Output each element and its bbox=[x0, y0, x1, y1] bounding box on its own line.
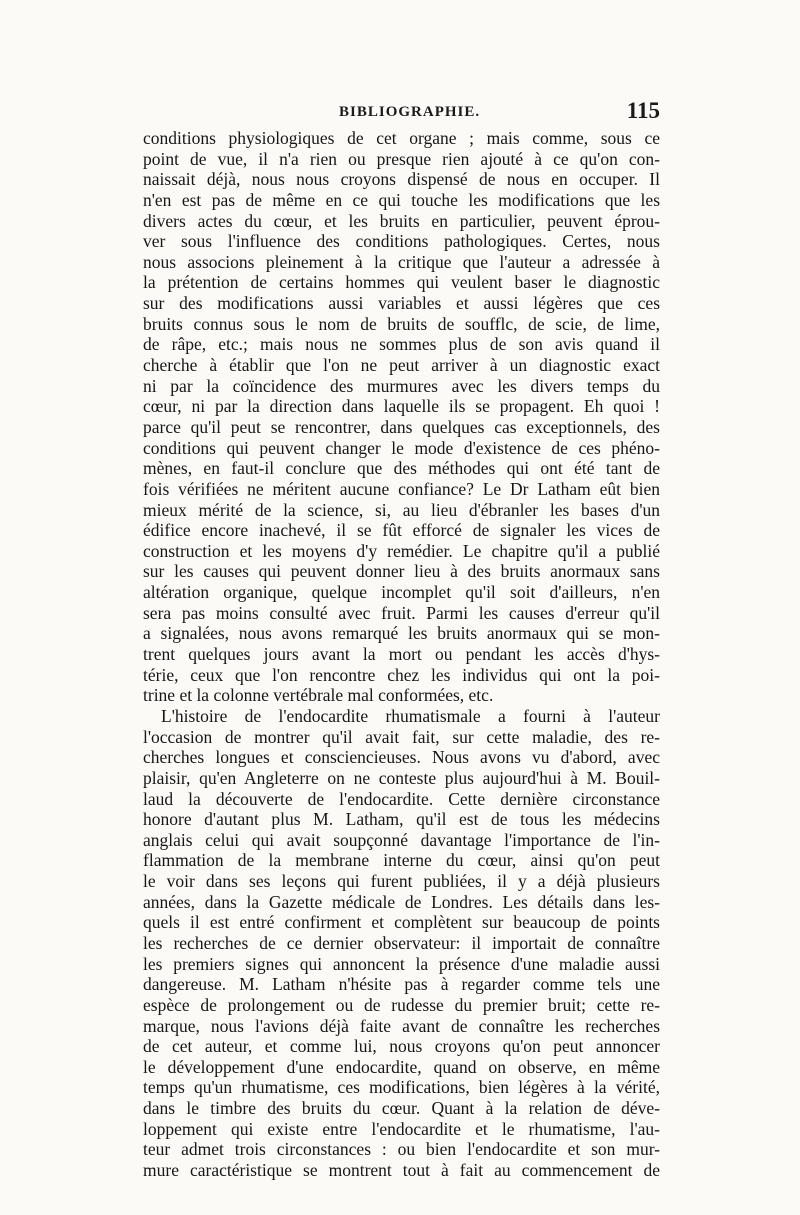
body-text bbox=[143, 128, 660, 1181]
text-line: l'occasion de montrer qu'il avait fait, sur cette maladie, des re- bbox=[143, 726, 660, 747]
page-number: 115 bbox=[626, 98, 660, 123]
text-line: fois vérifiées ne méritent aucune confiance? Le Dr Latham eût bien bbox=[143, 478, 660, 499]
text-line: loppement qui existe entre l'endocardite et le rhumatisme, l'au- bbox=[143, 1118, 660, 1139]
text-line: la prétention de certains hommes qui veulent baser le diagnostic bbox=[143, 272, 660, 293]
text-line: ver sous l'influence des conditions pathologiques. Certes, nous bbox=[143, 231, 660, 252]
text-line: trent quelques jours avant la mort ou pendant les accès d'hys- bbox=[143, 644, 660, 665]
text-line: naissait déjà, nous nous croyons dispensé de nous en occuper. Il bbox=[143, 169, 660, 190]
text-line: dans le timbre des bruits du cœur. Quant à la relation de déve- bbox=[143, 1098, 660, 1119]
text-line: sur des modifications aussi variables et aussi légères que ces bbox=[143, 293, 660, 314]
text-line: parce qu'il peut se rencontrer, dans quelques cas exceptionnels, des bbox=[143, 416, 660, 437]
text-line: les recherches de ce dernier observateur: il importait de connaître bbox=[143, 932, 660, 953]
text-line: de cet auteur, et comme lui, nous croyons qu'on peut annoncer bbox=[143, 1036, 660, 1057]
text-line: ni par la coïncidence des murmures avec les divers temps du bbox=[143, 375, 660, 396]
running-head: BIBLIOGRAPHIE. bbox=[339, 104, 481, 120]
text-line: le voir dans ses leçons qui furent publiées, il y a déjà plusieurs bbox=[143, 871, 660, 892]
text-line: altération organique, quelque incomplet qu'il soit d'ailleurs, n'en bbox=[143, 582, 660, 603]
text-line: mure caractéristique se montrent tout à fait au commencement de bbox=[143, 1160, 660, 1181]
text-line: L'histoire de l'endocardite rhumatismale a fourni à l'auteur bbox=[161, 705, 660, 726]
text-line: point de vue, il n'a rien ou presque rien ajouté à ce qu'on con- bbox=[143, 148, 660, 169]
page-header bbox=[143, 98, 660, 124]
text-line: bruits connus sous le nom de bruits de soufflc, de scie, de lime, bbox=[143, 313, 660, 334]
text-line: divers actes du cœur, et les bruits en particulier, peuvent éprou- bbox=[143, 210, 660, 231]
text-line: plaisir, qu'en Angleterre on ne conteste plus aujourd'hui à M. Bouil- bbox=[143, 767, 660, 788]
text-line: années, dans la Gazette médicale de Londres. Les détails dans les- bbox=[143, 891, 660, 912]
text-line: mènes, en faut-il conclure que des méthodes qui ont été tant de bbox=[143, 458, 660, 479]
text-line: le développement d'une endocardite, quand on observe, en même bbox=[143, 1056, 660, 1077]
text-line: les premiers signes qui annoncent la présence d'une maladie aussi bbox=[143, 953, 660, 974]
text-line: n'en est pas de même en ce qui touche les modifications que les bbox=[143, 189, 660, 210]
text-line: trine et la colonne vertébrale mal conformées, etc. bbox=[143, 685, 494, 706]
text-line: cherches longues et consciencieuses. Nous avons vu d'abord, avec bbox=[143, 747, 660, 768]
text-line: cœur, ni par la direction dans laquelle ils se propagent. Eh quoi ! bbox=[143, 396, 660, 417]
text-line: temps qu'un rhumatisme, ces modifications, bien légères à la vérité, bbox=[143, 1077, 660, 1098]
text-line: mieux mérité de la science, si, au lieu d'ébranler les bases d'un bbox=[143, 499, 660, 520]
text-line: a signalées, nous avons remarqué les bruits anormaux qui se mon- bbox=[143, 623, 660, 644]
text-line: honore d'autant plus M. Latham, qu'il est de tous les médecins bbox=[143, 809, 660, 830]
text-line: de râpe, etc.; mais nous ne sommes plus de son avis quand il bbox=[143, 334, 660, 355]
text-line: conditions qui peuvent changer le mode d'existence de ces phéno- bbox=[143, 437, 660, 458]
paragraph bbox=[143, 128, 660, 706]
text-line: teur admet trois circonstances : ou bien l'endocardite et son mur- bbox=[143, 1139, 660, 1160]
text-line: laud la découverte de l'endocardite. Cette dernière circonstance bbox=[143, 788, 660, 809]
text-line: dangereuse. M. Latham n'hésite pas à regarder comme tels une bbox=[143, 974, 660, 995]
text-line: flammation de la membrane interne du cœur, ainsi qu'on peut bbox=[143, 850, 660, 871]
text-line: édifice encore inachevé, il se fût efforcé de signaler les vices de bbox=[143, 520, 660, 541]
text-line: nous associons pleinement à la critique que l'auteur a adressée à bbox=[143, 251, 660, 272]
text-line: cherche à établir que l'on ne peut arriver à un diagnostic exact bbox=[143, 355, 660, 376]
text-line: quels il est entré confirment et complètent sur beaucoup de points bbox=[143, 912, 660, 933]
text-line: espèce de prolongement ou de rudesse du premier bruit; cette re- bbox=[143, 994, 660, 1015]
text-line: sur les causes qui peuvent donner lieu à des bruits anormaux sans bbox=[143, 561, 660, 582]
text-line: marque, nous l'avions déjà faite avant de connaître les recherches bbox=[143, 1015, 660, 1036]
paragraph bbox=[143, 706, 660, 1181]
text-line: anglais celui qui avait soupçonné davantage l'importance de l'in- bbox=[143, 829, 660, 850]
text-line: construction et les moyens d'y remédier. Le chapitre qu'il a publié bbox=[143, 540, 660, 561]
text-line: conditions physiologiques de cet organe ; mais comme, sous ce bbox=[143, 128, 660, 148]
text-line: térie, ceux que l'on rencontre chez les individus qui ont la poi- bbox=[143, 664, 660, 685]
text-line: sera pas moins consulté avec fruit. Parmi les causes d'erreur qu'il bbox=[143, 602, 660, 623]
